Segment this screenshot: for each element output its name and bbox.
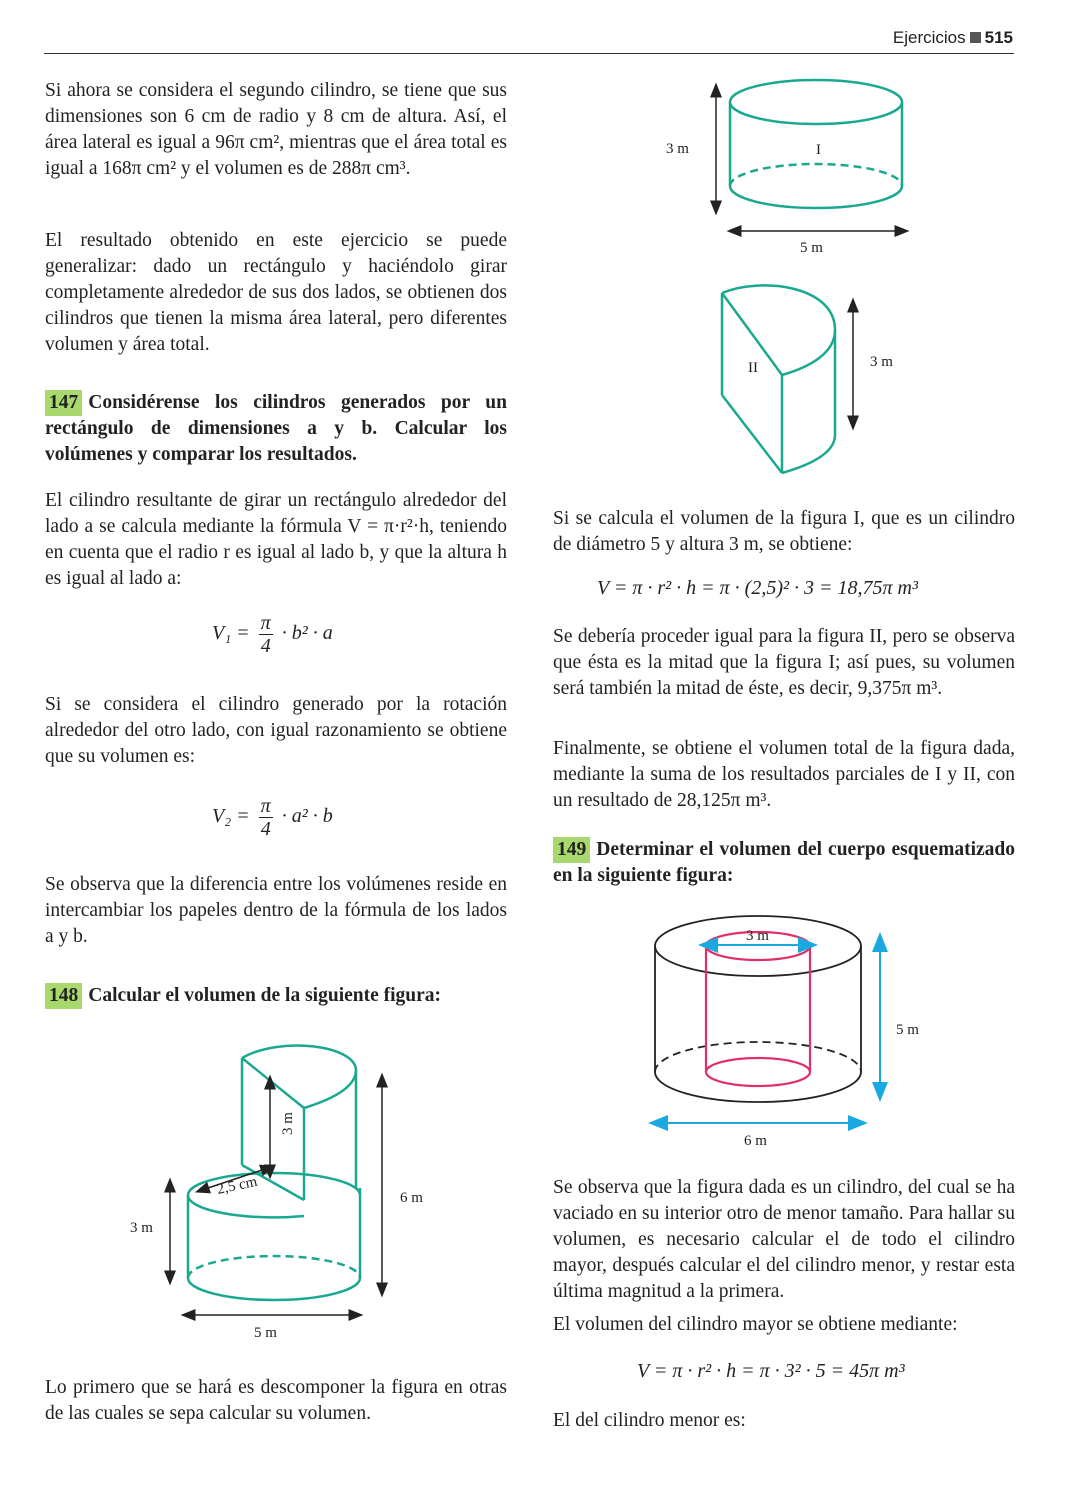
left-column-p4 — [45, 692, 507, 770]
eq-rhs: · b² · a — [281, 622, 333, 645]
label-6m: 6 m — [400, 1190, 423, 1206]
label-3m-top: 3 m — [280, 1112, 296, 1135]
fraction-num: π — [260, 795, 271, 817]
eq-rhs: · a² · b — [281, 805, 333, 828]
paragraph: Si se calcula el volumen de la figura I, que es un cilindro de diámetro 5 y altura 3 m, se obtiene: — [553, 508, 1015, 555]
paragraph: Si ahora se considera el segundo cilindro, se tiene que sus dimensiones son 6 cm de radio y 8 cm de altura. Así, el área lateral es igual a 96π cm², mientras que el área total es igual a 168π cm² y el volumen es de 288π cm³. — [45, 80, 507, 179]
left-column-p3 — [45, 488, 507, 592]
figure-I — [650, 78, 930, 258]
right-p4 — [553, 1175, 1015, 1305]
label-5m: 5 m — [254, 1325, 277, 1341]
label-II: II — [748, 360, 758, 376]
fraction — [259, 795, 273, 840]
paragraph: Se observa que la diferencia entre los volúmenes reside en intercambiar los papeles dentro de la fórmula de los lados a y b. — [45, 874, 507, 947]
equation-big-cylinder: V = π · r² · h = π · 3² · 5 = 45π m³ — [637, 1360, 905, 1382]
equation-fig-I: V = π · r² · h = π · (2,5)² · 3 = 18,75π m³ — [597, 577, 918, 599]
running-header — [893, 28, 1013, 48]
paragraph: El resultado obtenido en este ejercicio se puede generalizar: dado un rectángulo y haciéndolo girar completamente alrededor de sus dos lados, se obtienen dos cilindros que tienen la misma área lateral, pero diferentes volumen y área total. — [45, 230, 507, 355]
figure-II — [700, 285, 920, 480]
label-3m-left: 3 m — [130, 1220, 153, 1236]
right-p2 — [553, 624, 1015, 702]
label-3m: 3 m — [666, 141, 689, 157]
label-3m: 3 m — [870, 354, 893, 370]
exercise-statement: Considérense los cilindros generados por un rectángulo de dimensiones a y b. Calcular los volúmenes y comparar los resultados. — [45, 392, 507, 465]
paragraph: El del cilindro menor es: — [553, 1410, 746, 1431]
header-section: Ejercicios — [892, 28, 966, 47]
exercise-statement: Calcular el volumen de la siguiente figura: — [88, 985, 442, 1006]
exercise-147 — [45, 390, 507, 468]
fraction — [259, 612, 273, 657]
exercise-number: 148 — [45, 983, 82, 1009]
figure-149 — [640, 912, 940, 1152]
label-3m: 3 m — [746, 928, 769, 944]
right-p3 — [553, 736, 1015, 814]
exercise-148 — [45, 983, 507, 1009]
figure-148 — [120, 1040, 440, 1340]
right-p5 — [553, 1312, 1015, 1338]
label-I: I — [816, 142, 821, 158]
label-radius: 2,5 cm — [215, 1173, 259, 1198]
paragraph: El volumen del cilindro mayor se obtiene mediante: — [553, 1314, 958, 1335]
fraction-den: 4 — [260, 635, 271, 657]
header-rule — [44, 53, 1014, 54]
fraction-num: π — [260, 612, 271, 634]
exercise-statement: Determinar el volumen del cuerpo esquematizado en la siguiente figura: — [553, 839, 1015, 886]
equation-v2 — [212, 795, 333, 840]
paragraph: Se observa que la figura dada es un cilindro, del cual se ha vaciado en su interior otro de menor tamaño. Para hallar su volumen, es necesario calcular el de todo el cilindro mayor, después calcular el del cilindro menor, y restar esta última magnitud a la primera. — [553, 1177, 1015, 1302]
label-5m: 5 m — [896, 1022, 919, 1038]
left-column — [45, 78, 507, 182]
eq-lhs: V₂ = — [212, 805, 250, 828]
paragraph: Finalmente, se obtiene el volumen total de la figura dada, mediante la suma de los resultados parciales de I y II, con un resultado de 28,125π m³. — [553, 738, 1015, 811]
exercise-number: 147 — [45, 390, 82, 416]
left-column-p6 — [45, 1375, 507, 1427]
paragraph: Si se considera el cilindro generado por la rotación alrededor del otro lado, con igual razonamiento se obtiene que su volumen es: — [45, 694, 507, 767]
right-p6 — [553, 1408, 1015, 1434]
eq-lhs: V₁ = — [212, 622, 250, 645]
paragraph: Lo primero que se hará es descomponer la figura en otras de las cuales se sepa calcular su volumen. — [45, 1377, 507, 1424]
fraction-den: 4 — [260, 818, 271, 840]
left-column-p2 — [45, 228, 507, 358]
label-6m: 6 m — [744, 1133, 767, 1149]
right-p1 — [553, 506, 1015, 558]
equation-v1 — [212, 612, 333, 657]
exercise-149 — [553, 837, 1015, 889]
paragraph: El cilindro resultante de girar un rectángulo alrededor del lado a se calcula mediante la fórmula V = π·r²·h, teniendo en cuenta que el radio r es igual al lado b, y que la altura h es igual al lado a: — [45, 490, 507, 589]
page-number: 515 — [984, 28, 1013, 47]
header-square-icon — [970, 32, 981, 43]
paragraph: Se debería proceder igual para la figura II, pero se observa que ésta es la mitad que la figura I; así pues, su volumen será también la mitad de éste, es decir, 9,375π m³. — [553, 626, 1015, 699]
left-column-p5 — [45, 872, 507, 950]
exercise-number: 149 — [553, 837, 590, 863]
label-5m: 5 m — [800, 240, 823, 256]
